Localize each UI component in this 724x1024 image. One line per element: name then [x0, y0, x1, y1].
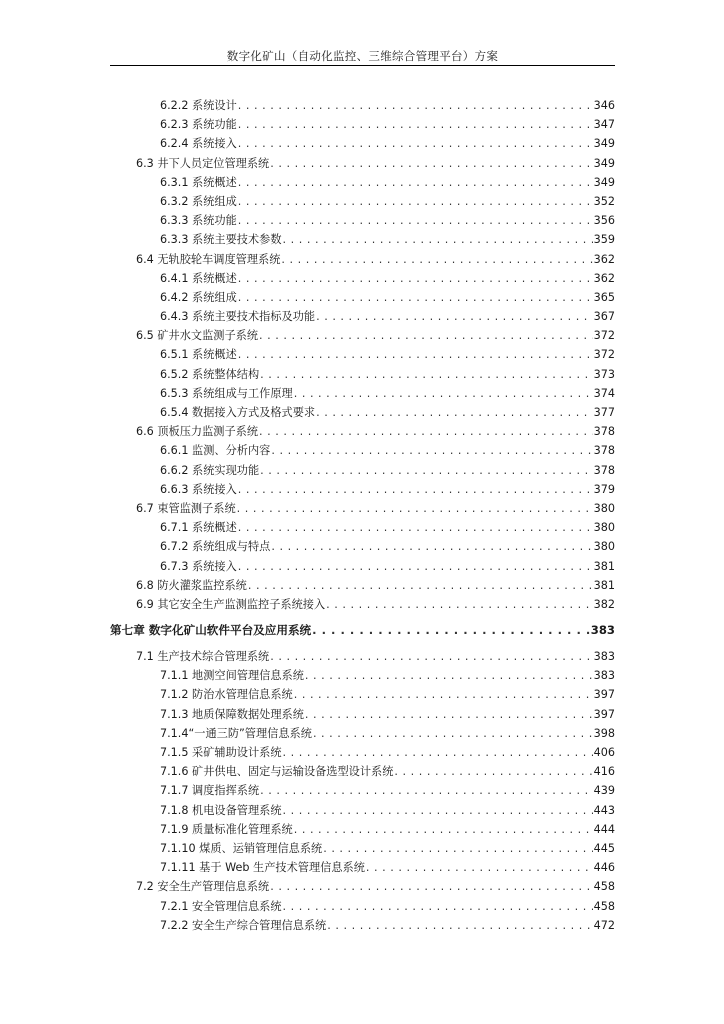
toc-leader-dots — [327, 916, 592, 935]
toc-leader-dots — [238, 480, 593, 499]
toc-entry-label: 6.5.1 系统概述 — [160, 348, 237, 362]
toc-entry-label: 7.1.4“一通三防”管理信息系统 — [160, 726, 312, 740]
toc-entry-label: 7.1.1 地测空间管理信息系统 — [160, 669, 304, 683]
toc-entry-label: 6.5.2 系统整体结构 — [160, 367, 260, 381]
toc-entry[interactable] — [0, 820, 615, 839]
toc-entry-page-number: 383 — [593, 669, 615, 683]
toc-leader-dots — [260, 781, 592, 800]
toc-entry-label: 7.1.5 采矿辅助设计系统 — [160, 746, 282, 759]
toc-entry[interactable] — [0, 839, 615, 858]
toc-entry-page-number: 472 — [593, 918, 615, 932]
toc-entry-label: 6.8 防火灌浆监控系统 — [136, 578, 247, 592]
toc-entry-page-number: 349 — [593, 137, 615, 151]
toc-entry[interactable] — [0, 269, 615, 288]
toc-entry[interactable] — [0, 666, 615, 685]
toc-entry-label: 7.1.7 调度指挥系统 — [160, 784, 260, 798]
toc-entry-page-number: 445 — [593, 841, 615, 855]
toc-entry-page-number: 349 — [593, 175, 615, 189]
toc-leader-dots — [270, 154, 592, 173]
toc-entry-label: 6.7.1 系统概述 — [160, 521, 237, 535]
toc-leader-dots — [281, 250, 592, 269]
toc-entry[interactable] — [0, 230, 615, 249]
toc-entry[interactable] — [0, 154, 615, 173]
toc-leader-dots — [283, 230, 593, 249]
toc-entry-page-number: 374 — [593, 386, 615, 400]
toc-entry-label: 第七章 数字化矿山软件平台及应用系统 — [110, 623, 312, 638]
toc-entry[interactable] — [0, 762, 615, 781]
toc-entry-label: 6.4.2 系统组成 — [160, 290, 237, 304]
toc-chapter-entry[interactable] — [0, 617, 615, 643]
toc-entry-page-number: 379 — [593, 482, 615, 496]
toc-leader-dots — [323, 839, 592, 858]
toc-leader-dots — [238, 345, 593, 364]
toc-entry-label: 6.2.3 系统功能 — [160, 118, 237, 132]
toc-entry-page-number: 346 — [593, 99, 615, 112]
toc-entry[interactable] — [0, 173, 615, 192]
toc-entry-label: 6.3.3 系统功能 — [160, 214, 237, 228]
toc-leader-dots — [271, 441, 592, 460]
toc-leader-dots — [238, 134, 593, 153]
toc-entry-page-number: 439 — [593, 784, 615, 798]
toc-entry-label: 6.7.2 系统组成与特点 — [160, 540, 271, 554]
toc-entry-label: 6.2.2 系统设计 — [160, 99, 237, 112]
toc-entry-page-number: 378 — [593, 444, 615, 458]
toc-leader-dots — [238, 115, 593, 134]
toc-entry-label: 7.1.9 质量标准化管理系统 — [160, 822, 293, 836]
toc-leader-dots — [283, 743, 593, 762]
toc-entry[interactable] — [0, 647, 615, 666]
toc-entry-label: 6.7 束管监测子系统 — [136, 501, 236, 515]
toc-entry-page-number: 380 — [593, 501, 615, 515]
toc-entry-label: 7.2 安全生产管理信息系统 — [136, 880, 270, 894]
toc-entry-label: 6.6.2 系统实现功能 — [160, 463, 260, 477]
toc-entry[interactable] — [0, 781, 615, 800]
toc-entry[interactable] — [0, 595, 615, 614]
toc-leader-dots — [238, 288, 593, 307]
toc-entry-page-number: 378 — [593, 463, 615, 477]
toc-entry[interactable] — [0, 705, 615, 724]
toc-entry[interactable] — [0, 288, 615, 307]
toc-entry-page-number: 356 — [593, 214, 615, 228]
toc-entry[interactable] — [0, 115, 615, 134]
header-rule — [110, 65, 615, 66]
toc-entry-label: 6.9 其它安全生产监测监控子系统接入 — [136, 597, 326, 611]
toc-entry-page-number: 381 — [593, 578, 615, 592]
toc-leader-dots — [294, 685, 593, 704]
toc-leader-dots — [238, 518, 593, 537]
toc-entry-page-number: 383 — [593, 650, 615, 664]
toc-entry[interactable] — [0, 557, 615, 576]
toc-entry-label: 6.5.3 系统组成与工作原理 — [160, 386, 293, 400]
toc-leader-dots — [294, 820, 593, 839]
toc-entry-label: 7.1.6 矿井供电、固定与运输设备选型设计系统 — [160, 765, 394, 779]
toc-entry-page-number: 352 — [593, 194, 615, 208]
toc-entry-page-number: 373 — [593, 367, 615, 381]
toc-entry-page-number: 372 — [593, 348, 615, 362]
toc-leader-dots — [259, 422, 593, 441]
toc-entry-label: 6.2.4 系统接入 — [160, 137, 237, 151]
toc-entry-page-number: 362 — [593, 271, 615, 285]
toc-leader-dots — [238, 192, 593, 211]
toc-entry[interactable] — [0, 365, 615, 384]
toc-entry-page-number: 398 — [593, 726, 615, 740]
toc-leader-dots — [248, 576, 593, 595]
toc-leader-dots — [283, 897, 593, 916]
toc-entry-label: 6.5 矿井水文监测子系统 — [136, 329, 259, 343]
toc-entry[interactable] — [0, 897, 615, 916]
toc-leader-dots — [270, 647, 592, 666]
page-header-title: 数字化矿山（自动化监控、三维综合管理平台）方案 — [226, 49, 499, 63]
toc-leader-dots — [283, 801, 593, 820]
toc-entry-page-number: 380 — [593, 521, 615, 535]
toc-entry[interactable] — [0, 422, 615, 441]
toc-entry[interactable] — [0, 499, 615, 518]
toc-entry[interactable] — [0, 211, 615, 230]
toc-entry-page-number: 362 — [593, 252, 615, 266]
toc-leader-dots — [312, 617, 590, 643]
toc-leader-dots — [238, 211, 593, 230]
toc-leader-dots — [238, 96, 593, 115]
toc-entry[interactable] — [0, 576, 615, 595]
toc-leader-dots — [238, 173, 593, 192]
toc-leader-dots — [259, 326, 593, 345]
toc-entry-page-number: 443 — [593, 803, 615, 817]
toc-entry-page-number: 397 — [593, 688, 615, 702]
toc-entry[interactable] — [0, 403, 615, 422]
toc-entry-label: 7.1.8 机电设备管理系统 — [160, 803, 282, 817]
toc-entry-page-number: 372 — [593, 329, 615, 343]
toc-entry[interactable] — [0, 537, 615, 556]
toc-entry-page-number: 458 — [593, 880, 615, 894]
toc-entry-page-number: 383 — [590, 623, 615, 638]
toc-leader-dots — [326, 595, 592, 614]
toc-entry[interactable] — [0, 685, 615, 704]
toc-entry-label: 6.3.3 系统主要技术参数 — [160, 233, 282, 247]
toc-entry[interactable] — [0, 307, 615, 326]
toc-leader-dots — [260, 365, 592, 384]
toc-entry[interactable] — [0, 916, 615, 935]
toc-entry-label: 6.4.3 系统主要技术指标及功能 — [160, 310, 316, 324]
toc-entry-page-number: 397 — [593, 707, 615, 721]
toc-entry-label: 7.1.11 基于 Web 生产技术管理信息系统 — [160, 861, 365, 875]
toc-entry-page-number: 382 — [593, 597, 615, 611]
toc-leader-dots — [238, 269, 593, 288]
toc-entry-label: 7.2.2 安全生产综合管理信息系统 — [160, 918, 327, 932]
toc-entry[interactable] — [0, 192, 615, 211]
toc-entry-page-number: 416 — [593, 765, 615, 779]
toc-entry[interactable] — [0, 461, 615, 480]
toc-entry-label: 7.1.2 防治水管理信息系统 — [160, 688, 293, 702]
toc-entry-page-number: 444 — [593, 822, 615, 836]
toc-entry-label: 6.6.3 系统接入 — [160, 482, 237, 496]
toc-leader-dots — [366, 858, 593, 877]
toc-entry-label: 6.3.2 系统组成 — [160, 194, 237, 208]
toc-entry[interactable] — [0, 134, 615, 153]
toc-entry[interactable] — [0, 480, 615, 499]
toc-entry[interactable] — [0, 518, 615, 537]
toc-leader-dots — [316, 307, 593, 326]
toc-leader-dots — [260, 461, 592, 480]
toc-leader-dots — [305, 705, 593, 724]
toc-entry[interactable] — [0, 743, 615, 762]
table-of-contents — [0, 96, 724, 935]
toc-entry[interactable] — [0, 250, 615, 269]
toc-entry-label: 7.1.10 煤质、运销管理信息系统 — [160, 841, 323, 855]
toc-entry[interactable] — [0, 96, 615, 115]
toc-entry[interactable] — [0, 345, 615, 364]
toc-entry[interactable] — [0, 326, 615, 345]
toc-leader-dots — [305, 666, 593, 685]
toc-leader-dots — [271, 537, 592, 556]
toc-entry[interactable] — [0, 724, 615, 743]
toc-entry-page-number: 347 — [593, 118, 615, 132]
toc-entry-label: 7.1 生产技术综合管理系统 — [136, 650, 270, 664]
toc-leader-dots — [313, 724, 593, 743]
toc-entry-label: 6.4 无轨胶轮车调度管理系统 — [136, 252, 281, 266]
toc-entry-label: 7.1.3 地质保障数据处理系统 — [160, 707, 304, 721]
toc-leader-dots — [270, 877, 592, 896]
toc-entry-label: 6.5.4 数据接入方式及格式要求 — [160, 406, 316, 419]
toc-leader-dots — [394, 762, 592, 781]
toc-entry-page-number: 378 — [593, 425, 615, 439]
toc-entry-label: 6.3 井下人员定位管理系统 — [136, 156, 270, 170]
toc-entry-page-number: 446 — [593, 861, 615, 875]
toc-entry-label: 6.7.3 系统接入 — [160, 559, 237, 573]
toc-entry-page-number: 381 — [593, 559, 615, 573]
toc-leader-dots — [316, 403, 593, 422]
toc-entry-label: 6.3.1 系统概述 — [160, 175, 237, 189]
toc-entry-label: 6.6 顶板压力监测子系统 — [136, 425, 259, 439]
toc-entry-label: 7.2.1 安全管理信息系统 — [160, 899, 282, 913]
toc-entry-page-number: 406 — [593, 746, 615, 759]
toc-entry-label: 6.4.1 系统概述 — [160, 271, 237, 285]
toc-entry-page-number: 458 — [593, 899, 615, 913]
toc-leader-dots — [237, 499, 593, 518]
toc-entry[interactable] — [0, 384, 615, 403]
toc-entry[interactable] — [0, 858, 615, 877]
toc-entry-page-number: 359 — [593, 233, 615, 247]
toc-entry[interactable] — [0, 441, 615, 460]
toc-entry[interactable] — [0, 877, 615, 896]
toc-entry[interactable] — [0, 801, 615, 820]
toc-entry-page-number: 377 — [593, 406, 615, 419]
toc-leader-dots — [238, 557, 593, 576]
toc-entry-page-number: 349 — [593, 156, 615, 170]
toc-entry-page-number: 367 — [593, 310, 615, 324]
toc-leader-dots — [294, 384, 593, 403]
toc-entry-label: 6.6.1 监测、分析内容 — [160, 444, 271, 458]
toc-entry-page-number: 365 — [593, 290, 615, 304]
toc-entry-page-number: 380 — [593, 540, 615, 554]
